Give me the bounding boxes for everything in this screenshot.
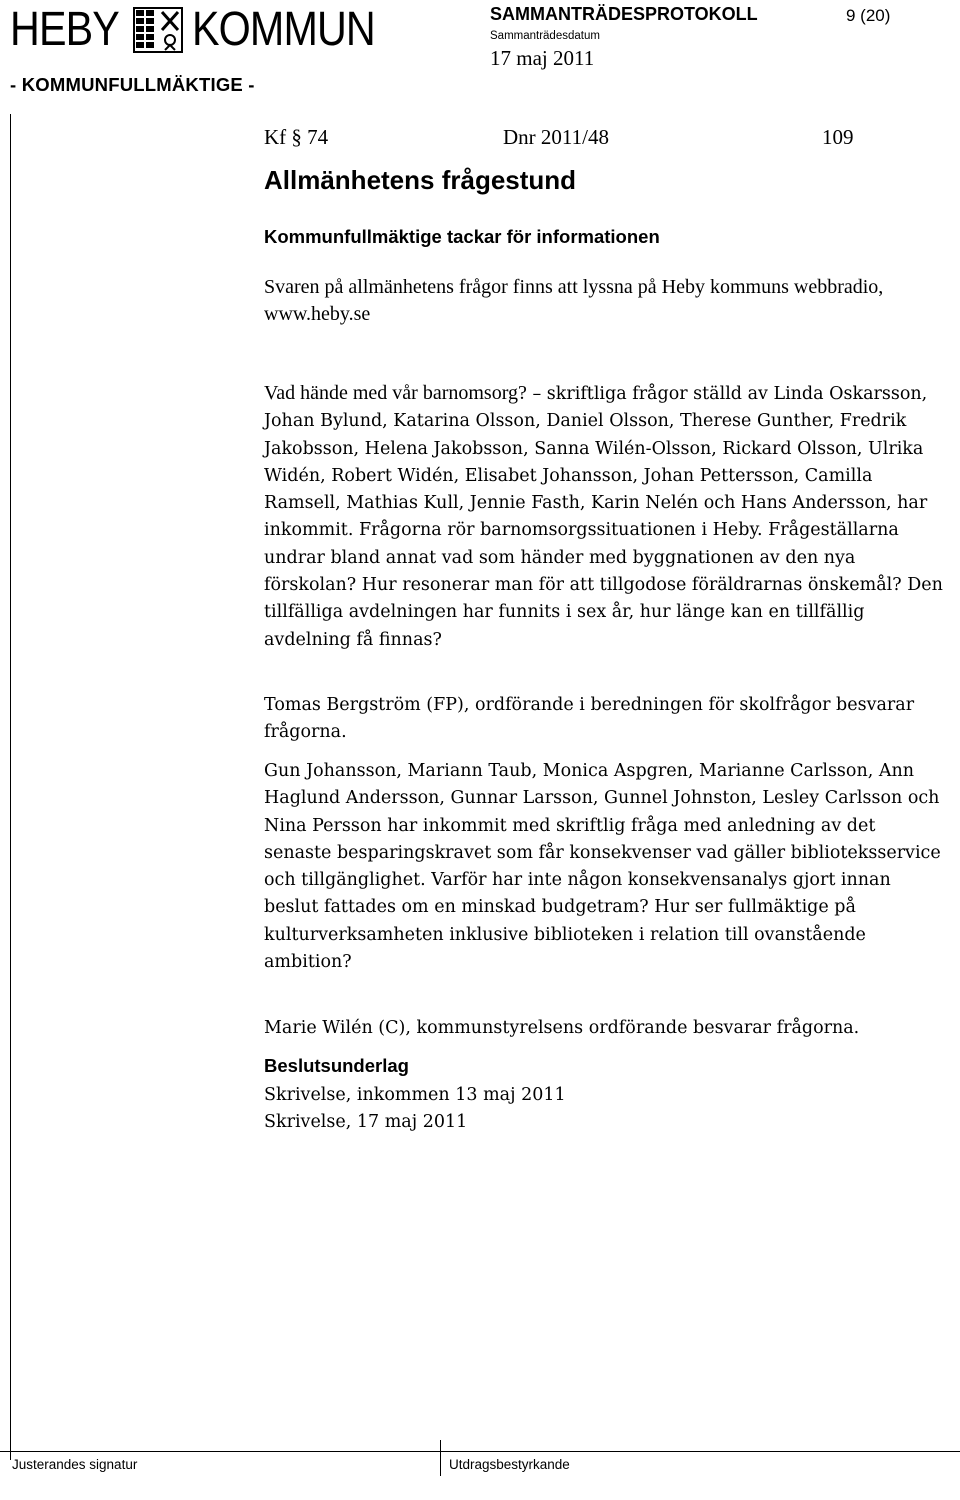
margin-rule [10,114,11,1460]
question-heading: Vad hände med vår barnomsorg? [264,382,527,404]
page-number: 9 (20) [846,6,891,25]
coat-of-arms-icon [132,6,184,54]
decision-lead: Kommunfullmäktige tackar för informationen [264,226,660,247]
meeting-date: 17 maj 2011 [490,46,595,70]
footer-signature-label: Justerandes signatur [12,1457,138,1472]
footer-rule [0,1451,960,1452]
beslutsunderlag-heading: Beslutsunderlag [264,1055,409,1076]
logo-kommun: KOMMUN [192,3,375,56]
committee-subtitle: - KOMMUNFULLMÄKTIGE - [10,74,255,95]
diary-number: Dnr 2011/48 [503,125,609,149]
paragraph-webbradio: Svaren på allmänhetens frågor finns att lyssna på Heby kommuns webbradio, www.heby.se [264,276,884,326]
date-label: Sammanträdesdatum [490,30,600,42]
section-title: Allmänhetens frågestund [264,165,577,195]
footer-verification-label: Utdragsbestyrkande [449,1457,570,1472]
paragraph-response-2: Marie Wilén (C), kommunstyrelsens ordförande besvarar frågorna. [264,1018,860,1038]
document-type: SAMMANTRÄDESPROTOKOLL [490,4,758,24]
paragraph-barnomsorg [264,380,944,654]
logo-heby: HEBY [10,3,119,56]
beslut-item: Skrivelse, inkommen 13 maj 2011 [264,1085,566,1105]
beslut-item: Skrivelse, 17 maj 2011 [264,1112,468,1132]
footer-divider [440,1440,441,1476]
paragraph-response-1: Tomas Bergström (FP), ordförande i beredningen för skolfrågor besvarar frågorna. [264,695,915,743]
item-number: 109 [822,125,854,149]
paragraph-number: Kf § 74 [264,125,329,149]
paragraph-bibliotek: Gun Johansson, Mariann Taub, Monica Aspgren, Marianne Carlsson, Ann Haglund Andersson, Gunnar Larsson, Gunnel Johnston, Lesley Carlsson och Nina Persson har inkommit med skriftlig fråga med anledning av det senaste besparingskravet som får konsekvenser vad gäller biblioteksservice och tillgänglighet. Varför har inte någon konsekvensanalys gjort innan beslut fattades om en minskad budgetram? Hur ser fullmäktige på kulturverksamheten inklusive biblioteken i relation till ovanstående ambition? [264,761,941,973]
question-text: – skriftliga frågor ställd av Linda Oskarsson, Johan Bylund, Katarina Olsson, Daniel Olsson, Therese Gunther, Fredrik Jakobsson, Helena Jakobsson, Sanna Wilén-Olsson, Rickard Olsson, Ulrika Widén, Robert Widén, Elisabet Johansson, Johan Pettersson, Camilla Ramsell, Mathias Kull, Jennie Fasth, Karin Nelén och Hans Andersson, har inkommit. Frågorna rör barnomsorgssituationen i Heby. Frågeställarna undrar bland annat vad som händer med byggnationen av den nya förskolan? Hur resonerar man för att tillgodose föräldrarnas önskemål? Den tillfälliga avdelningen har funnits i sex år, hur länge kan en tillfällig avdelning få finnas? [264,384,943,650]
